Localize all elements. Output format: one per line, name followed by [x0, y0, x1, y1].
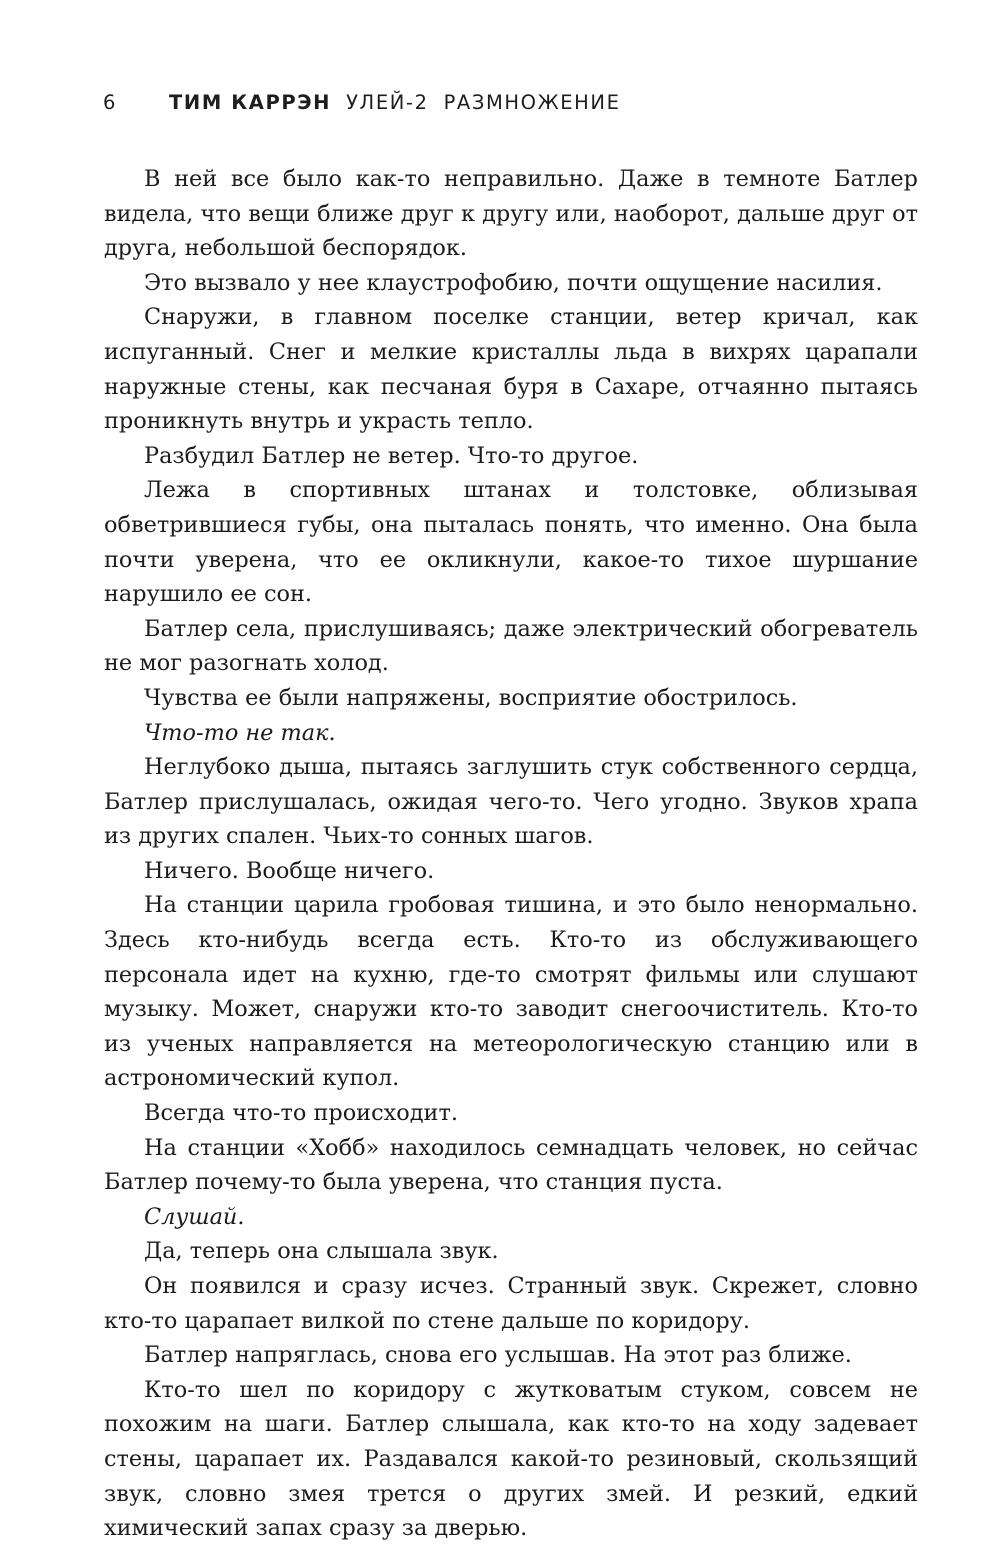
paragraph: Снаружи, в главном поселке станции, ветер кричал, как испуганный. Снег и мелкие кристаллы льда в вихрях царапали наружные стены, как песчаная буря в Сахаре, отчаянно пытаясь проникнуть внутрь и украсть тепло.	[104, 304, 918, 435]
paragraph: В ней все было как-то неправильно. Даже в темноте Батлер видела, что вещи ближе друг к другу или, наоборот, дальше друг от друга, небольшой беспорядок.	[104, 166, 918, 262]
page-number: 6	[103, 91, 118, 114]
book-title: РАЗМНОЖЕНИЕ	[443, 91, 621, 114]
paragraph: На станции «Хобб» находилось семнадцать человек, но сейчас Батлер почему-то была уверена, что станция пуста.	[104, 1134, 918, 1196]
paragraph: Батлер напряглась, снова его услышав. На этот раз ближе.	[144, 1342, 852, 1369]
author-name: ТИМ КАРРЭН	[169, 91, 332, 114]
paragraph: Чувства ее были напряжены, восприятие обострилось.	[144, 684, 798, 711]
paragraph: На станции царила гробовая тишина, и это было ненормально. Здесь кто-нибудь всегда есть. Кто-то из обслуживающего персонала идет на кухню, где-то смотрят фильмы или слушают музыку. Может, снаружи кто-то заводит снегоочиститель. Кто-то из ученых направляется на метеорологическую станцию или в астрономический купол.	[104, 892, 918, 1092]
running-head	[103, 91, 621, 121]
paragraph: Это вызвало у нее клаустрофобию, почти ощущение насилия.	[144, 269, 883, 296]
paragraph: Кто-то шел по коридору с жутковатым стуком, совсем не похожим на шаги. Батлер слышала, как кто-то на ходу задевает стены, царапает их. Раздавался какой-то резиновый, скользящий звук, словно змея трется о других змей. И резкий, едкий химический запах сразу за дверью.	[104, 1376, 918, 1542]
paragraph: Неглубоко дыша, пытаясь заглушить стук собственного сердца, Батлер прислушалась, ожидая чего-то. Чего угодно. Звуков храпа из других спален. Чьих-то сонных шагов.	[104, 754, 918, 850]
paragraph: Батлер села, прислушиваясь; даже электрический обогреватель не мог разогнать холод.	[104, 615, 918, 677]
paragraph: Лежа в спортивных штанах и толстовке, облизывая обветрившиеся губы, она пыталась понять, что именно. Она была почти уверена, что ее окликнули, какое-то тихое шуршание нарушило ее сон.	[104, 477, 918, 608]
paragraph: Он появился и сразу исчез. Странный звук. Скрежет, словно кто-то царапает вилкой по стене дальше по коридору.	[104, 1273, 918, 1334]
paragraph: Всегда что-то происходит.	[144, 1100, 458, 1127]
paragraph: Разбудил Батлер не ветер. Что-то другое.	[144, 442, 639, 469]
paragraph: Ничего. Вообще ничего.	[144, 857, 435, 884]
series-name: УЛЕЙ-2	[346, 91, 429, 114]
italic-thought: Слушай.	[144, 1203, 245, 1230]
paragraph: Да, теперь она слышала звук.	[144, 1238, 499, 1265]
italic-thought: Что-то не так.	[144, 719, 336, 746]
body-text	[104, 162, 918, 1546]
